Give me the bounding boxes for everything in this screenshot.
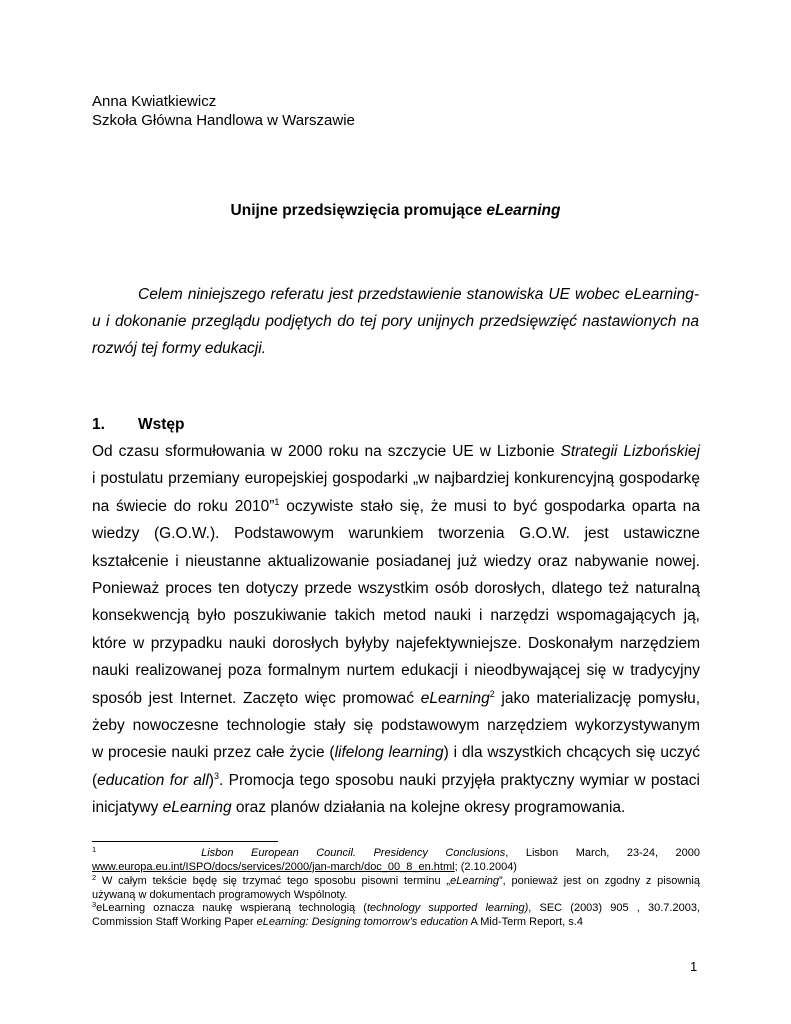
body-line: konsekwencją było poszukiwanie takich metod nauki i narzędzi wspomagających ją, xyxy=(92,607,700,625)
footnote-line: $^3$eLearning oznacza naukę wspieraną technologią (technology supported learning), SEC (2003) 905 , 30.7.2003, xyxy=(92,900,700,914)
footnote-1 xyxy=(92,847,700,874)
title-main: Unijne przedsięwzięcia promujące xyxy=(230,202,487,219)
author-name: Anna Kwiatkiewicz xyxy=(92,93,217,110)
footnote-mark: 2 xyxy=(92,873,97,882)
body-line: inicjatywy eLearning oraz planów działania na kolejne okresy programowania. xyxy=(92,799,626,817)
footnote-ref[interactable]: 2 xyxy=(489,688,495,699)
section-number: 1. xyxy=(92,416,105,433)
section-title: Wstęp xyxy=(138,416,185,433)
body-line: kształcenie i nieustanne aktualizowanie posiadanej już wiedzy oraz nabywanie nowej. xyxy=(92,552,700,570)
body-line: wiedzy (G.O.W.). Podstawowym warunkiem tworzenia G.O.W. jest ustawiczne xyxy=(92,525,700,543)
body-text xyxy=(92,438,700,822)
footnote-link[interactable]: www.europa.eu.int/ISPO/docs/services/2000/jan-march/doc_00_8_en.html xyxy=(92,860,455,873)
author-affiliation: Szkoła Główna Handlowa w Warszawie xyxy=(92,112,355,129)
body-line: sposób jest Internet. Zaczęto więc promować eLearning$^2$ jako materializację pomysłu, xyxy=(92,688,700,707)
footnote-line: www.europa.eu.int/ISPO/docs/services/2000/jan-march/doc_00_8_en.html; (2.10.2004) xyxy=(92,860,517,873)
footnote-line: Commission Staff Working Paper eLearning: Designing tomorrow’s education A Mid-Term Report, s.4 xyxy=(92,915,583,928)
title-italic: eLearning xyxy=(486,202,561,219)
body-line: Od czasu sformułowania w 2000 roku na szczycie UE w Lizbonie Strategii Lizbońskiej xyxy=(92,443,700,460)
page-number: 1 xyxy=(690,959,698,974)
footnote-separator xyxy=(92,841,278,842)
body-line: i postulatu przemiany europejskiej gospodarki „w najbardziej konkurencyjną gospodarkę xyxy=(92,470,700,488)
body-line: nauki realizowanej poza formalnym nurtem edukacji i nieodbywającej się w tradycyjny xyxy=(92,662,700,680)
abstract-line: nastawionych na rozwój tej formy edukacji. xyxy=(92,313,700,357)
footnote-line: $^2$ W całym tekście będę się trzymać tego sposobu pisowni terminu „eLearning”, ponieważ jest on zgodny z pisownią xyxy=(92,873,700,887)
footnote-line: używaną w dokumentach programowych Wspólnoty. xyxy=(92,888,348,901)
body-line: (education for all)$^3$. Promocja tego sposobu nauki przyjęła praktyczny wymiar w postaci xyxy=(92,770,700,789)
abstract-line: eLearning-u i dokonanie przeglądu podjętych do tej pory unijnych przedsięwzięć xyxy=(92,286,699,330)
footnote-ref[interactable]: 1 xyxy=(274,496,280,507)
footnote-mark: 1 xyxy=(92,845,97,854)
body-line: w procesie nauki przez całe życie (lifelong learning) i dla wszystkich chcących się uczyć xyxy=(92,744,700,762)
paper-title xyxy=(0,202,791,220)
footnote-3 xyxy=(92,902,700,929)
abstract-line: Celem niniejszego referatu jest przedstawienie stanowiska UE wobec xyxy=(138,286,620,303)
footnote-ref[interactable]: 3 xyxy=(213,770,219,781)
abstract xyxy=(92,281,699,362)
body-line: na świecie do roku 2010”$^1$ oczywiste stało się, że musi to być gospodarka oparta na xyxy=(92,496,700,515)
footnote-mark: 3 xyxy=(92,900,97,909)
footnote-line: $^1$ Lisbon European Council. Presidency Conclusions, Lisbon March, 23-24, 2000 xyxy=(92,845,701,859)
body-line: Ponieważ proces ten dotyczy przede wszystkim osób dorosłych, dlatego też naturalną xyxy=(92,580,700,598)
body-line: żeby nowoczesne technologie stały się podstawowym narzędziem wykorzystywanym xyxy=(92,717,700,735)
section-heading xyxy=(92,416,185,434)
body-line: które w przypadku nauki dorosłych byłyby najefektywniejsze. Doskonałym narzędziem xyxy=(92,634,700,652)
footnote-2 xyxy=(92,875,700,902)
author-block xyxy=(92,92,355,130)
